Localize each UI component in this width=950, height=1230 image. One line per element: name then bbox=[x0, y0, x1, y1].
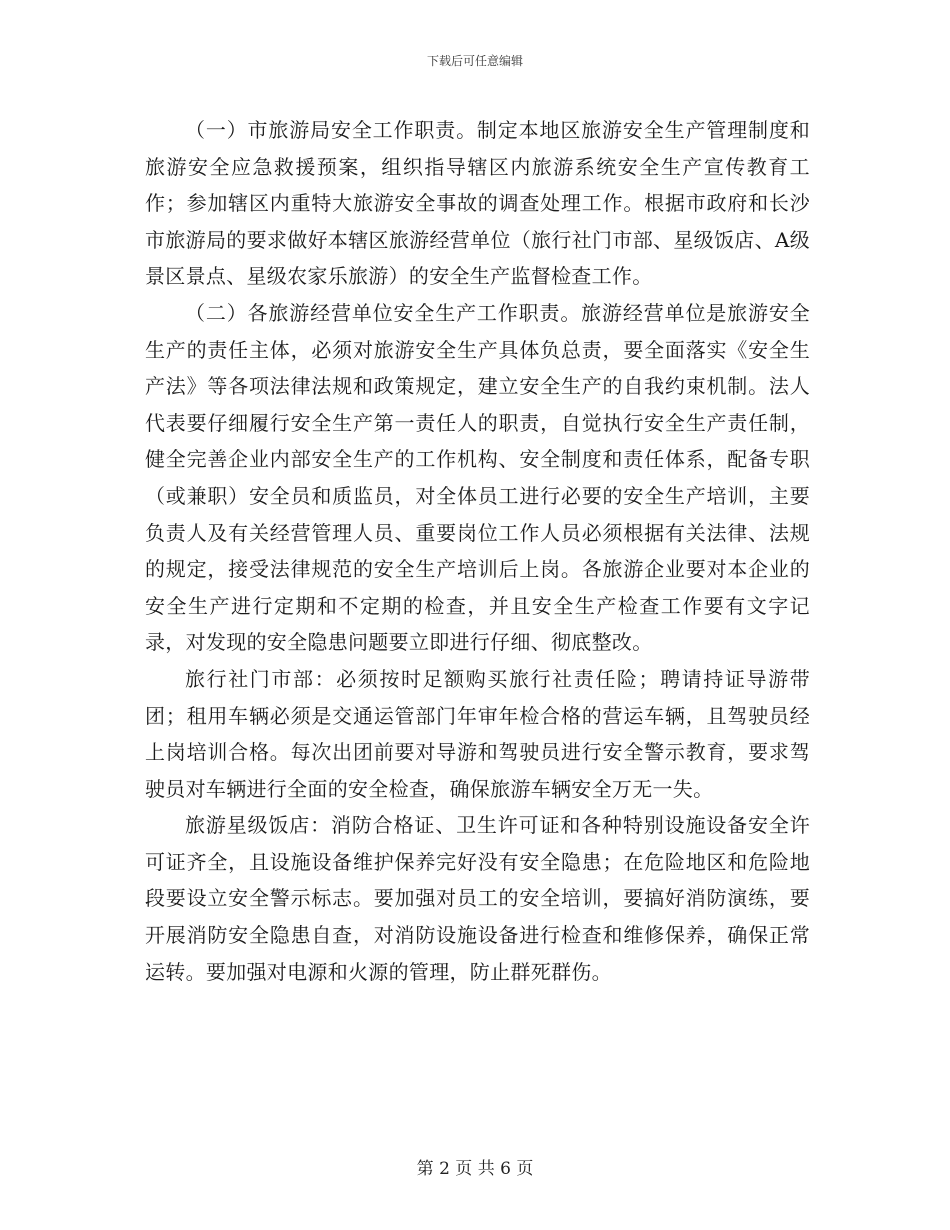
paragraph-star-hotel: 旅游星级饭店：消防合格证、卫生许可证和各种特别设施设备安全许可证齐全，且设施设备维护保养完好没有安全隐患；在危险地区和危险地段要设立安全警示标志。要加强对员工的安全培训，要搞好消防演练，要开展消防安全隐患自查，对消防设施设备进行检查和维修保养，确保正常运转。要加强对电源和火源的管理，防止群死群伤。 bbox=[145, 813, 810, 984]
page-header: 下载后可任意编辑 bbox=[426, 54, 523, 68]
paragraph-travel-agency: 旅行社门市部：必须按时足额购买旅行社责任险；聘请持证导游带团；租用车辆必须是交通运管部门年审年检合格的营运车辆，且驾驶员经上岗培训合格。每次出团前要对导游和驾驶员进行安全警示教育，要求驾驶员对车辆进行全面的安全检查，确保旅游车辆安全万无一失。 bbox=[145, 666, 810, 801]
page-number: 第 2 页 共 6 页 bbox=[416, 1159, 534, 1179]
document-body bbox=[145, 112, 810, 990]
paragraph-operator-duties: （二）各旅游经营单位安全生产工作职责。旅游经营单位是旅游安全生产的责任主体，必须对旅游安全生产具体负总责，要全面落实《安全生产法》等各项法律法规和政策规定，建立安全生产的自我约束机制。法人代表要仔细履行安全生产第一责任人的职责，自觉执行安全生产责任制，健全完善企业内部安全生产的工作机构、安全制度和责任体系，配备专职（或兼职）安全员和质监员，对全体员工进行必要的安全生产培训，主要负责人及有关经营管理人员、重要岗位工作人员必须根据有关法律、法规的规定，接受法律规范的安全生产培训后上岗。各旅游企业要对本企业的安全生产进行定期和不定期的检查，并且安全生产检查工作要有文字记录，对发现的安全隐患问题要立即进行仔细、彻底整改。 bbox=[145, 300, 810, 655]
paragraph-city-bureau-duties: （一）市旅游局安全工作职责。制定本地区旅游安全生产管理制度和旅游安全应急救援预案，组织指导辖区内旅游系统安全生产宣传教育工作；参加辖区内重特大旅游安全事故的调查处理工作。根据市政府和长沙市旅游局的要求做好本辖区旅游经营单位（旅行社门市部、星级饭店、A级景区景点、星级农家乐旅游）的安全生产监督检查工作。 bbox=[145, 118, 810, 289]
